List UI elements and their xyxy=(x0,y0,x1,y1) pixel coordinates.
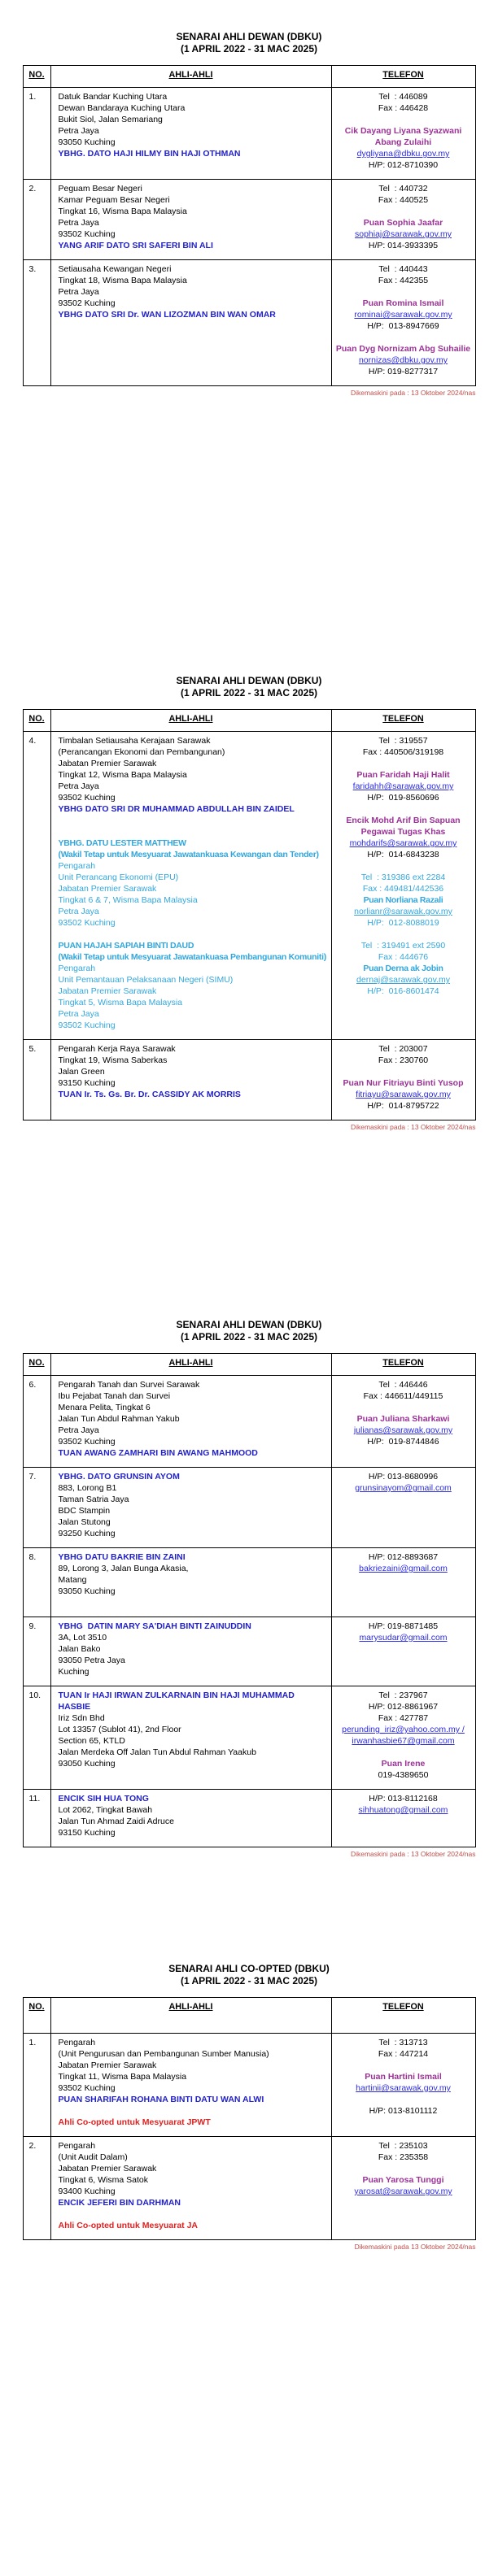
phone-line: Tel : 235103 xyxy=(378,2141,428,2151)
member-line: YBHG DATO SRI DR MUHAMMAD ABDULLAH BIN ZAIDEL xyxy=(58,804,295,814)
column-header-members: AHLI-AHLI xyxy=(51,1354,332,1375)
phone-line: Puan Juliana Sharkawi xyxy=(356,1414,450,1424)
member-line: Matang xyxy=(58,1575,87,1585)
phone-line xyxy=(334,2060,473,2071)
member-line: PUAN HAJAH SAPIAH BINTI DAUD xyxy=(58,941,194,951)
member-line: Pengarah xyxy=(58,2038,96,2047)
table-header xyxy=(24,710,475,732)
member-line: Timbalan Setiausaha Kerajaan Sarawak xyxy=(58,736,211,746)
member-line xyxy=(59,1597,328,1608)
member-cell xyxy=(51,1790,332,1847)
updated-note: Dikemaskini pada 13 Oktober 2024/nas xyxy=(354,2243,476,2251)
phone-line: Fax : 440525 xyxy=(378,195,429,205)
member-line: 93502 Kuching xyxy=(58,1020,116,1030)
email-link[interactable]: bakriezaini@gmail.com xyxy=(359,1564,448,1573)
member-line: Ibu Pejabat Tanah dan Survei xyxy=(58,1391,171,1401)
phone-cell xyxy=(332,1376,475,1467)
member-line: Lot 13357 (Sublot 41), 2nd Floor xyxy=(58,1725,181,1734)
member-line: Jalan Green xyxy=(58,1067,105,1077)
member-line: Jalan Stutong xyxy=(58,1517,111,1527)
title-line-1: SENARAI AHLI DEWAN (DBKU) xyxy=(176,1319,322,1330)
member-line: Petra Jaya xyxy=(58,287,99,297)
member-line: Pengarah Tanah dan Survei Sarawak xyxy=(58,1380,200,1390)
phone-line: Puan Dyg Nornizam Abg Suhailie xyxy=(335,344,471,354)
title-line-2: (1 APRIL 2022 - 31 MAC 2025) xyxy=(180,1975,318,1986)
member-line: (Unit Pengurusan dan Pembangunan Sumber Manusia) xyxy=(58,2049,269,2059)
row-number: 9. xyxy=(24,1617,51,1686)
phone-cell xyxy=(332,180,475,259)
title-line-1: SENARAI AHLI CO-OPTED (DBKU) xyxy=(168,1963,330,1974)
member-line: Tingkat 19, Wisma Saberkas xyxy=(58,1055,168,1065)
phone-line: Tel : 440443 xyxy=(378,264,428,274)
email-link[interactable]: fitriayu@sarawak.gov.my xyxy=(356,1090,451,1099)
member-line: TUAN AWANG ZAMHARI BIN AWANG MAHMOOD xyxy=(58,1448,258,1458)
member-line: Ahli Co-opted untuk Mesyuarat JA xyxy=(58,2221,199,2230)
member-line xyxy=(59,826,328,838)
table-body xyxy=(24,732,475,1120)
email-link[interactable]: norlianr@sarawak.gov.my xyxy=(354,907,452,916)
phone-line: H/P: 012-8088019 xyxy=(367,918,439,928)
phone-line: Tel : 446089 xyxy=(378,92,428,102)
table-row xyxy=(24,1686,475,1789)
member-line: 93150 Kuching xyxy=(58,1828,116,1838)
member-line: Tingkat 5, Wisma Bapa Malaysia xyxy=(58,998,183,1007)
phone-line: Puan Nur Fitriayu Binti Yusop xyxy=(343,1078,464,1088)
member-line: Kuching xyxy=(58,1667,90,1677)
updated-note: Dikemaskini pada : 13 Oktober 2024/nas xyxy=(350,1850,476,1858)
page-3 xyxy=(0,1288,498,1932)
member-line: Petra Jaya xyxy=(58,126,99,136)
phone-line: Puan Faridah Haji Halit xyxy=(356,770,450,780)
member-line: Tingkat 11, Wisma Bapa Malaysia xyxy=(58,2072,187,2082)
phone-cell xyxy=(332,1686,475,1789)
member-line: Pengarah xyxy=(58,964,96,973)
member-line: (Perancangan Ekonomi dan Pembangunan) xyxy=(58,747,225,757)
page-1 xyxy=(0,0,498,644)
member-line: Datuk Bandar Kuching Utara xyxy=(58,92,168,102)
table-header xyxy=(24,66,475,88)
column-header-no: NO. xyxy=(24,710,51,731)
column-header-members: AHLI-AHLI xyxy=(51,1998,332,2033)
member-line: Bukit Siol, Jalan Semariang xyxy=(58,115,163,124)
row-number: 2. xyxy=(24,2137,51,2239)
phone-cell xyxy=(332,1548,475,1617)
member-line: YBHG DATO SRI Dr. WAN LIZOZMAN BIN WAN OMAR xyxy=(58,310,276,320)
member-cell xyxy=(51,1040,332,1120)
member-line: Iriz Sdn Bhd xyxy=(58,1713,105,1723)
member-line xyxy=(59,2105,328,2117)
phone-line xyxy=(334,206,473,217)
phone-line: Encik Mohd Arif Bin Sapuan xyxy=(346,816,461,825)
member-line: Jabatan Premier Sarawak xyxy=(58,2060,157,2070)
phone-line: Tel : 237967 xyxy=(378,1690,428,1700)
phone-line xyxy=(334,286,473,298)
updated-note: Dikemaskini pada : 13 Oktober 2024/nas xyxy=(350,389,476,397)
member-line: Setiausaha Kewangan Negeri xyxy=(58,264,172,274)
member-line: Kamar Peguam Besar Negeri xyxy=(58,195,170,205)
member-line: 883, Lorong B1 xyxy=(58,1483,117,1493)
title-line-1: SENARAI AHLI DEWAN (DBKU) xyxy=(176,31,322,42)
phone-line: Puan Hartini Ismail xyxy=(365,2072,442,2082)
member-line: 93502 Kuching xyxy=(58,793,116,803)
member-line: TUAN Ir. Ts. Gs. Br. Dr. CASSIDY AK MORRIS xyxy=(58,1090,241,1099)
member-cell xyxy=(51,2034,332,2136)
email-link[interactable]: dernaj@sarawak.gov.my xyxy=(356,975,450,985)
member-line: 93502 Kuching xyxy=(58,229,116,239)
table-row xyxy=(24,179,475,259)
member-cell xyxy=(51,180,332,259)
phone-line: Tel : 319491 ext 2590 xyxy=(360,941,446,951)
email-link[interactable]: irwanhasbie67@gmail.com xyxy=(352,1736,455,1746)
phone-line xyxy=(334,860,473,872)
member-line: Petra Jaya xyxy=(58,1009,99,1019)
row-number: 3. xyxy=(24,260,51,385)
member-line: Menara Pelita, Tingkat 6 xyxy=(58,1403,151,1412)
member-line: Tingkat 16, Wisma Bapa Malaysia xyxy=(58,207,187,216)
row-number: 8. xyxy=(24,1548,51,1617)
page-4 xyxy=(0,1932,498,2576)
member-cell xyxy=(51,1686,332,1789)
member-line: Jalan Tun Ahmad Zaidi Adruce xyxy=(58,1817,174,1826)
members-table xyxy=(23,1353,476,1847)
member-line: Pengarah xyxy=(58,861,96,871)
member-line xyxy=(59,929,328,940)
member-cell xyxy=(51,1376,332,1467)
table-row xyxy=(24,1039,475,1120)
member-line: 93150 Kuching xyxy=(58,1078,116,1088)
member-line: 93502 Kuching xyxy=(58,918,116,928)
column-header-members: AHLI-AHLI xyxy=(51,710,332,731)
table-row xyxy=(24,2136,475,2239)
row-number: 2. xyxy=(24,180,51,259)
page-2 xyxy=(0,644,498,1288)
column-header-no: NO. xyxy=(24,66,51,87)
page-title xyxy=(0,31,498,55)
table-row xyxy=(24,2034,475,2136)
member-line: (Wakil Tetap untuk Mesyuarat Jawatankuasa Pembangunan Komuniti) xyxy=(58,952,326,962)
phone-line: H/P: 013-8112168 xyxy=(369,1794,438,1804)
member-cell xyxy=(51,88,332,179)
phone-line xyxy=(334,929,473,940)
member-line: (Unit Audit Dalam) xyxy=(58,2152,128,2162)
member-line: Jalan Merdeka Off Jalan Tun Abdul Rahman Yaakub xyxy=(58,1747,256,1757)
phone-line: Tel : 440732 xyxy=(378,184,428,194)
co-opted-table xyxy=(23,1997,476,2240)
member-line: ENCIK JEFERI BIN DARHMAN xyxy=(58,2198,181,2208)
row-number: 1. xyxy=(24,2034,51,2136)
phone-line: Puan Romina Ismail xyxy=(362,298,444,308)
member-line: 93250 Kuching xyxy=(58,1529,116,1538)
column-header-phone: TELEFON xyxy=(382,70,424,80)
members-table xyxy=(23,709,476,1120)
phone-line xyxy=(334,758,473,769)
phone-line: Fax : 444676 xyxy=(378,952,429,962)
email-link[interactable]: yarosat@sarawak.gov.my xyxy=(354,2187,452,2196)
member-line: 93502 Kuching xyxy=(58,1437,116,1447)
row-number: 6. xyxy=(24,1376,51,1467)
member-line: Pengarah xyxy=(58,2141,96,2151)
member-line: 93502 Kuching xyxy=(58,2083,116,2093)
member-line: YBHG. DATO HAJI HILMY BIN HAJI OTHMAN xyxy=(58,149,241,159)
member-line: ENCIK SIH HUA TONG xyxy=(58,1794,149,1804)
email-link[interactable]: rominai@sarawak.gov.my xyxy=(354,310,452,320)
page-title xyxy=(0,1319,498,1343)
phone-cell xyxy=(332,1040,475,1120)
column-header-no: NO. xyxy=(24,1998,51,2033)
phone-line: H/P: 012-8893687 xyxy=(368,1552,439,1562)
table-body xyxy=(24,2034,475,2239)
table-row xyxy=(24,1467,475,1547)
member-line: 89, Lorong 3, Jalan Bunga Akasia, xyxy=(58,1564,189,1573)
member-cell xyxy=(51,1548,332,1617)
phone-line: H/P: 019-8277317 xyxy=(368,367,439,376)
member-line: Petra Jaya xyxy=(58,907,99,916)
phone-cell xyxy=(332,88,475,179)
member-line: PUAN SHARIFAH ROHANA BINTI DATU WAN ALWI xyxy=(58,2095,264,2104)
member-line: Jabatan Premier Sarawak xyxy=(58,986,157,996)
email-link[interactable]: julianas@sarawak.gov.my xyxy=(353,1425,453,1435)
table-row xyxy=(24,1789,475,1847)
member-line: Unit Perancang Ekonomi (EPU) xyxy=(58,872,179,882)
phone-cell xyxy=(332,2137,475,2239)
phone-line: Puan Sophia Jaafar xyxy=(363,218,443,228)
member-line: Tingkat 12, Wisma Bapa Malaysia xyxy=(58,770,187,780)
phone-cell xyxy=(332,732,475,1039)
phone-line: Tel : 313713 xyxy=(378,2038,428,2047)
phone-line: H/P: 013-8680996 xyxy=(368,1472,439,1482)
phone-line: Tel : 319557 xyxy=(378,736,428,746)
phone-line xyxy=(334,114,473,125)
phone-line: Fax : 230760 xyxy=(378,1055,429,1065)
table-row xyxy=(24,1376,475,1467)
phone-line: Puan Yarosa Tunggi xyxy=(362,2175,444,2185)
email-link[interactable]: hartinii@sarawak.gov.my xyxy=(356,2083,451,2093)
phone-line: H/P: 012-8710390 xyxy=(368,160,439,170)
phone-line: H/P: 013-8947669 xyxy=(367,321,439,331)
page-title xyxy=(0,1963,498,1987)
member-line: Section 65, KTLD xyxy=(58,1736,125,1746)
phone-cell xyxy=(332,1617,475,1686)
email-link[interactable]: marysudar@gmail.com xyxy=(359,1633,448,1643)
updated-note: Dikemaskini pada : 13 Oktober 2024/nas xyxy=(350,1123,476,1131)
email-link[interactable]: perunding_iriz@yahoo.com.my / xyxy=(342,1725,465,1734)
member-line: 93050 Petra Jaya xyxy=(58,1656,125,1665)
row-number: 7. xyxy=(24,1468,51,1547)
phone-line: H/P: 014-8795722 xyxy=(367,1101,439,1111)
member-line: 93400 Kuching xyxy=(58,2187,116,2196)
row-number: 4. xyxy=(24,732,51,1039)
phone-line: H/P: 014-3933395 xyxy=(368,241,439,250)
members-table xyxy=(23,65,476,386)
phone-line xyxy=(334,2163,473,2174)
member-line: BDC Stampin xyxy=(58,1506,111,1516)
phone-line: Fax : 442355 xyxy=(378,276,429,285)
table-body xyxy=(24,88,475,385)
phone-line: Puan Irene xyxy=(381,1759,426,1769)
member-line: YBHG DATIN MARY SA'DIAH BINTI ZAINUDDIN xyxy=(58,1621,251,1631)
member-line: Tingkat 6 & 7, Wisma Bapa Malaysia xyxy=(58,895,198,905)
phone-line: Pegawai Tugas Khas xyxy=(360,827,446,837)
member-line xyxy=(59,815,328,826)
title-line-1: SENARAI AHLI DEWAN (DBKU) xyxy=(176,675,322,686)
phone-cell xyxy=(332,260,475,385)
phone-cell xyxy=(332,2034,475,2136)
email-link[interactable]: mohdarifs@sarawak.gov.my xyxy=(349,838,457,848)
email-link[interactable]: nornizas@dbku.gov.my xyxy=(358,355,448,365)
phone-line: Puan Norliana Razali xyxy=(363,895,443,905)
phone-line xyxy=(334,803,473,815)
phone-line: Puan Derna ak Jobin xyxy=(363,964,443,973)
table-row xyxy=(24,1547,475,1617)
phone-line: Tel : 203007 xyxy=(378,1044,428,1054)
table-row xyxy=(24,1617,475,1686)
member-line: Jabatan Premier Sarawak xyxy=(58,2164,157,2174)
row-number: 10. xyxy=(24,1686,51,1789)
phone-line xyxy=(334,1747,473,1758)
column-header-phone: TELEFON xyxy=(382,1358,424,1368)
table-row xyxy=(24,259,475,385)
phone-line: Fax : 235358 xyxy=(378,2152,429,2162)
phone-line: H/P: 012-8861967 xyxy=(368,1702,439,1712)
member-line: Jabatan Premier Sarawak xyxy=(58,884,157,894)
member-line: 93050 Kuching xyxy=(58,1759,116,1769)
member-line: YANG ARIF DATO SRI SAFERI BIN ALI xyxy=(58,241,213,250)
member-line: Pengarah Kerja Raya Sarawak xyxy=(58,1044,176,1054)
member-line xyxy=(59,2208,328,2220)
phone-cell xyxy=(332,1468,475,1547)
title-line-2: (1 APRIL 2022 - 31 MAC 2025) xyxy=(180,687,318,698)
row-number: 5. xyxy=(24,1040,51,1120)
column-header-no: NO. xyxy=(24,1354,51,1375)
table-row xyxy=(24,88,475,179)
phone-line: H/P: 019-8744846 xyxy=(367,1437,439,1447)
phone-line xyxy=(334,1402,473,1413)
member-line: Jabatan Premier Sarawak xyxy=(58,759,157,768)
column-header-phone: TELEFON xyxy=(382,2002,424,2012)
member-line: Ahli Co-opted untuk Mesyuarat JPWT xyxy=(58,2117,211,2127)
phone-line xyxy=(334,2094,473,2105)
member-cell xyxy=(51,732,332,1039)
table-body xyxy=(24,1376,475,1847)
phone-cell xyxy=(332,1790,475,1847)
member-line: 93050 Kuching xyxy=(58,1586,116,1596)
member-line: Peguam Besar Negeri xyxy=(58,184,142,194)
phone-line: H/P: 013-8101112 xyxy=(369,2106,438,2116)
member-line: Petra Jaya xyxy=(58,218,99,228)
member-line: YBHG. DATU LESTER MATTHEW xyxy=(58,838,186,848)
row-number: 1. xyxy=(24,88,51,179)
phone-line: H/P: 019-8871485 xyxy=(368,1621,439,1631)
member-line: TUAN Ir HAJI IRWAN ZULKARNAIN BIN HAJI MUHAMMAD HASBIE xyxy=(58,1690,297,1712)
table-row xyxy=(24,732,475,1039)
email-link[interactable]: dygliyana@dbku.gov.my xyxy=(356,149,450,159)
phone-line: Fax : 440506/319198 xyxy=(362,747,444,757)
row-number: 11. xyxy=(24,1790,51,1847)
member-line: Jalan Bako xyxy=(58,1644,101,1654)
email-link[interactable]: grunsinayom@gmail.com xyxy=(355,1483,452,1493)
member-line: Tingkat 6, Wisma Satok xyxy=(58,2175,148,2185)
member-cell xyxy=(51,2137,332,2239)
member-line: 93502 Kuching xyxy=(58,298,116,308)
phone-line: Fax : 447214 xyxy=(378,2049,429,2059)
member-line: Taman Satria Jaya xyxy=(58,1495,129,1504)
member-line: Petra Jaya xyxy=(58,1425,99,1435)
phone-line: H/P: 016-8601474 xyxy=(367,986,439,996)
member-line: Jalan Tun Abdul Rahman Yakub xyxy=(58,1414,180,1424)
phone-line: Tel : 319386 ext 2284 xyxy=(360,872,446,882)
title-line-2: (1 APRIL 2022 - 31 MAC 2025) xyxy=(180,1331,318,1342)
page-title xyxy=(0,675,498,699)
member-line: Tingkat 18, Wisma Bapa Malaysia xyxy=(58,276,187,285)
phone-line: H/P: 014-6843238 xyxy=(367,850,439,859)
phone-line: Fax : 427787 xyxy=(378,1713,429,1723)
phone-line xyxy=(334,332,473,343)
column-header-phone: TELEFON xyxy=(382,714,424,724)
member-line: (Wakil Tetap untuk Mesyuarat Jawatankuasa Kewangan dan Tender) xyxy=(58,850,319,859)
member-line: Lot 2062, Tingkat Bawah xyxy=(58,1805,153,1815)
column-header-members: AHLI-AHLI xyxy=(51,66,332,87)
member-line: Petra Jaya xyxy=(58,781,99,791)
title-line-2: (1 APRIL 2022 - 31 MAC 2025) xyxy=(180,43,318,54)
phone-line: Fax : 446428 xyxy=(378,103,429,113)
phone-line: H/P: 019-8560696 xyxy=(367,793,439,803)
phone-line: Fax : 449481/442536 xyxy=(362,884,444,894)
phone-line: Cik Dayang Liyana Syazwani Abang Zulaihi xyxy=(344,126,464,147)
member-line: Unit Pemantauan Pelaksanaan Negeri (SIMU) xyxy=(58,975,234,985)
email-link[interactable]: faridahh@sarawak.gov.my xyxy=(352,781,454,791)
member-line: YBHG. DATO GRUNSIN AYOM xyxy=(58,1472,180,1482)
email-link[interactable]: sihhuatong@gmail.com xyxy=(358,1805,448,1815)
member-line: YBHG DATU BAKRIE BIN ZAINI xyxy=(58,1552,186,1562)
member-line: 3A, Lot 3510 xyxy=(58,1633,107,1643)
phone-line xyxy=(334,1066,473,1077)
member-cell xyxy=(51,1468,332,1547)
phone-line: 019-4389650 xyxy=(378,1770,429,1780)
email-link[interactable]: sophiaj@sarawak.gov.my xyxy=(354,229,452,239)
table-header xyxy=(24,1998,475,2034)
member-line: Dewan Bandaraya Kuching Utara xyxy=(58,103,186,113)
phone-line: Tel : 446446 xyxy=(378,1380,428,1390)
member-cell xyxy=(51,1617,332,1686)
member-cell xyxy=(51,260,332,385)
phone-line: Fax : 446611/449115 xyxy=(363,1391,443,1401)
member-line: 93050 Kuching xyxy=(58,137,116,147)
table-header xyxy=(24,1354,475,1376)
